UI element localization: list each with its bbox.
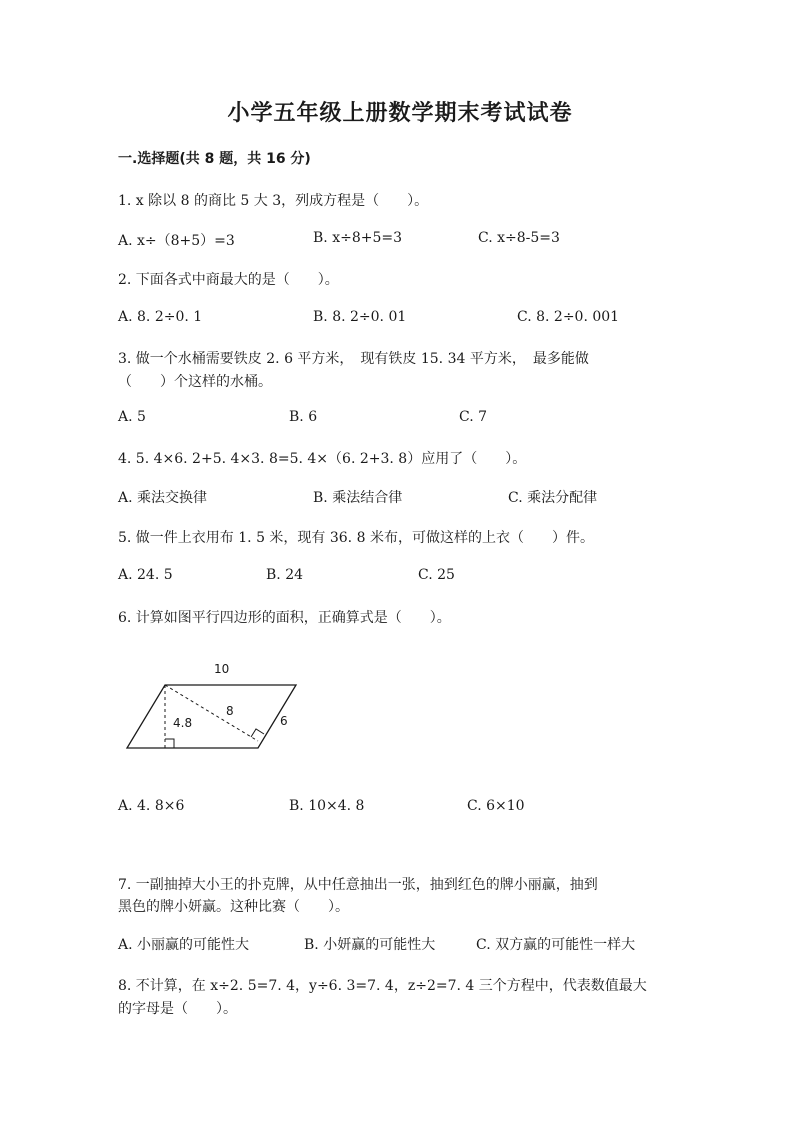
q4-option-c: C. 乘法分配律 — [508, 490, 598, 506]
q1-option-c: C. x÷8-5=3 — [478, 230, 560, 246]
q2-option-b: B. 8. 2÷0. 01 — [313, 309, 407, 325]
question-2: 2. 下面各式中商最大的是（ ）。 — [118, 272, 339, 288]
question-1: 1. x 除以 8 的商比 5 大 3，列成方程是（ ）。 — [118, 193, 429, 209]
right-angle-mark-side — [251, 729, 264, 737]
question-5: 5. 做一件上衣用布 1. 5 米，现有 36. 8 米布，可做这样的上衣（ ）件。 — [118, 530, 594, 546]
q1-option-a: A. x÷（8+5）=3 — [118, 233, 235, 249]
q2-option-a: A. 8. 2÷0. 1 — [118, 309, 203, 325]
q6-option-c: C. 6×10 — [467, 798, 525, 814]
section-heading: 一.选择题(共 8 题，共 16 分) — [118, 151, 311, 167]
right-angle-mark-base — [165, 739, 174, 748]
perpendicular-line — [165, 685, 258, 741]
q5-option-c: C. 25 — [418, 567, 455, 583]
label-height: 4.8 — [173, 716, 193, 730]
q3-option-a: A. 5 — [118, 409, 146, 425]
page-title: 小学五年级上册数学期末考试试卷 — [227, 100, 573, 126]
label-base-length: 10 — [214, 662, 230, 676]
q6-option-b: B. 10×4. 8 — [289, 798, 365, 814]
question-8-cont: 的字母是（ ）。 — [118, 1001, 237, 1017]
q7-option-a: A. 小丽赢的可能性大 — [118, 937, 250, 953]
q4-option-b: B. 乘法结合律 — [313, 490, 403, 506]
question-4: 4. 5. 4×6. 2+5. 4×3. 8=5. 4×（6. 2+3. 8）应用了（ ）。 — [118, 451, 527, 467]
label-side-length: 6 — [280, 714, 288, 728]
parallelogram-figure — [118, 655, 318, 755]
question-3: 3. 做一个水桶需要铁皮 2. 6 平方米， 现有铁皮 15. 34 平方米， 最多能做 — [118, 351, 589, 367]
q5-option-b: B. 24 — [266, 567, 304, 583]
label-diagonal: 8 — [226, 704, 234, 718]
q6-option-a: A. 4. 8×6 — [118, 798, 185, 814]
q5-option-a: A. 24. 5 — [118, 567, 173, 583]
question-3-cont: （ ）个这样的水桶。 — [118, 374, 272, 390]
q7-option-b: B. 小妍赢的可能性大 — [304, 937, 436, 953]
parallelogram-shape — [127, 685, 296, 748]
question-6: 6. 计算如图平行四边形的面积，正确算式是（ ）。 — [118, 610, 451, 626]
q7-option-c: C. 双方赢的可能性一样大 — [476, 937, 636, 953]
q3-option-c: C. 7 — [459, 409, 488, 425]
question-8: 8. 不计算，在 x÷2. 5=7. 4，y÷6. 3=7. 4，z÷2=7. 4 三个方程中，代表数值最大 — [118, 978, 647, 994]
q2-option-c: C. 8. 2÷0. 001 — [517, 309, 620, 325]
question-7-cont: 黑色的牌小妍赢。这种比赛（ ）。 — [118, 899, 349, 915]
question-7: 7. 一副抽掉大小王的扑克牌，从中任意抽出一张，抽到红色的牌小丽赢，抽到 — [118, 877, 598, 893]
q3-option-b: B. 6 — [289, 409, 318, 425]
q1-option-b: B. x÷8+5=3 — [313, 230, 402, 246]
q4-option-a: A. 乘法交换律 — [118, 490, 208, 506]
